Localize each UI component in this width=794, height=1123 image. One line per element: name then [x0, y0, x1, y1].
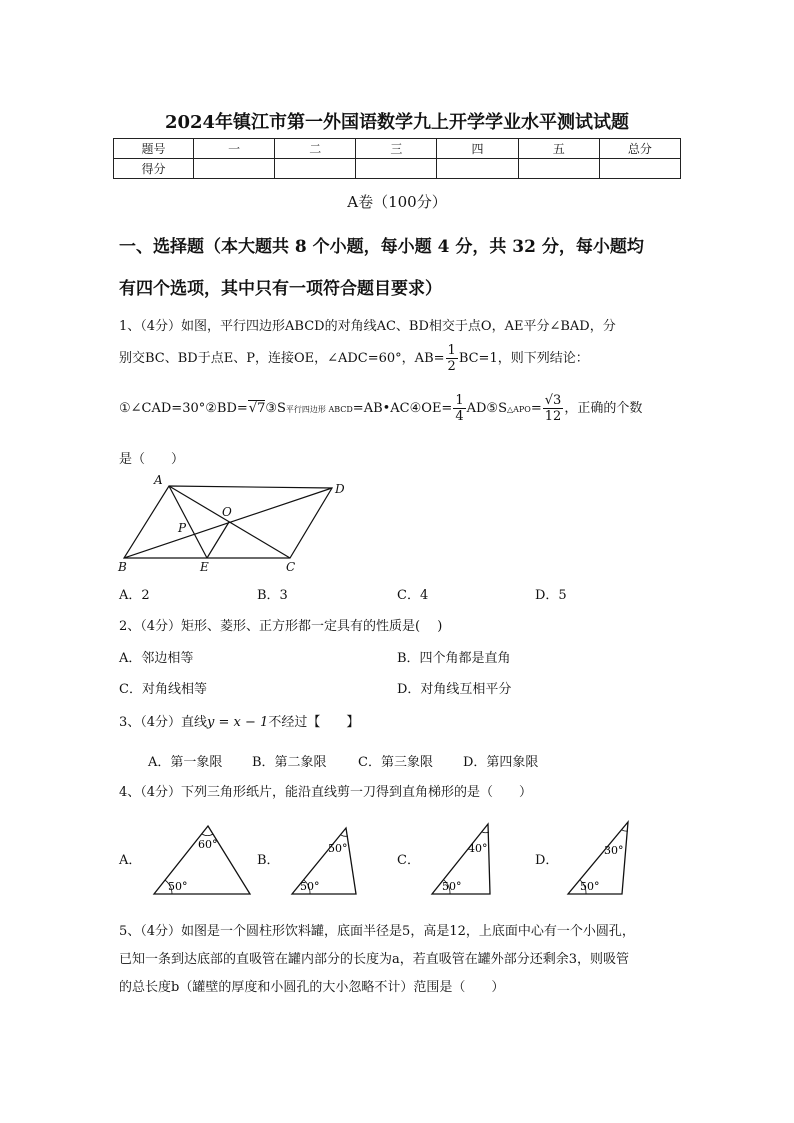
- q3-stem-text-a: 3、（4分）直线: [119, 715, 208, 730]
- volume-heading: A卷（100分）: [347, 193, 447, 211]
- bottom-angle-label: 50°: [442, 880, 462, 893]
- score-header-cell: 五: [518, 139, 599, 159]
- q1-stem-line2: [119, 343, 589, 374]
- label-o: O: [222, 505, 232, 519]
- q1-l3-subscript-parallelogram: 平行四边形 ABCD: [285, 405, 353, 414]
- label-p: P: [178, 521, 187, 535]
- score-header-cell: 总分: [599, 139, 680, 159]
- q1-option-c[interactable]: C．4: [397, 588, 429, 603]
- bottom-angle-label: 50°: [580, 880, 600, 893]
- q1-l3-subscript-triangle: △APO: [506, 405, 531, 414]
- q3-option-d[interactable]: D．第四象限: [463, 755, 539, 770]
- q1-stem-line1: 1、（4分）如图，平行四边形ABCD的对角线AC、BD相交于点O，AE平分∠BAD，分: [119, 319, 616, 334]
- score-header-cell: 一: [194, 139, 275, 159]
- score-cell[interactable]: [194, 159, 275, 179]
- angle-arc: [482, 832, 489, 833]
- section-heading-line2: 有四个选项，其中只有一项符合题目要求）: [119, 279, 442, 299]
- fraction-denominator: 2: [447, 359, 456, 374]
- score-cell[interactable]: [518, 159, 599, 179]
- label-e: E: [200, 560, 209, 574]
- q4-triangle-c[interactable]: [424, 816, 500, 898]
- score-table-header-row: [114, 139, 681, 159]
- q1-fraction-quarter: [453, 393, 465, 424]
- q3-stem: [119, 711, 359, 730]
- q3-option-b[interactable]: B．第二象限: [252, 755, 327, 770]
- score-cell[interactable]: [275, 159, 356, 179]
- q2-option-b[interactable]: B．四个角都是直角: [397, 651, 511, 666]
- label-b: B: [118, 560, 127, 574]
- q1-l3-text-a: ①∠CAD=30°②BD=: [119, 401, 248, 416]
- score-header-cell: 题号: [114, 139, 194, 159]
- q5-stem-line1: 5、（4分）如图是一个圆柱形饮料罐，底面半径是5，高是12，上底面中心有一个小圆孔，: [119, 924, 635, 939]
- score-cell[interactable]: [437, 159, 518, 179]
- q1-option-d[interactable]: D．5: [535, 588, 567, 603]
- q1-option-b[interactable]: B．3: [257, 588, 288, 603]
- q5-stem-line3: 的总长度b（罐壁的厚度和小圆孔的大小忽略不计）范围是（ ）: [119, 980, 505, 995]
- q1-option-a[interactable]: A．2: [119, 588, 150, 603]
- bottom-angle-label: 50°: [300, 880, 320, 893]
- q1-fraction-root3-over-12: [543, 393, 564, 424]
- score-table-score-row: [114, 159, 681, 179]
- q1-l3-text-f: ，正确的个数: [564, 401, 643, 416]
- q2-option-d[interactable]: D．对角线互相平分: [397, 682, 512, 697]
- label-c: C: [286, 560, 296, 574]
- sqrt-radicand: 7: [257, 401, 266, 416]
- segment-oe: [207, 522, 229, 558]
- q4-option-a-letter[interactable]: A．: [119, 853, 142, 868]
- q4-option-b-letter[interactable]: B．: [257, 853, 280, 868]
- fraction-denominator: 12: [544, 409, 562, 424]
- top-angle-label: 50°: [328, 842, 348, 855]
- q1-l3-text-e: =: [530, 401, 542, 416]
- q3-option-c[interactable]: C．第三象限: [358, 755, 433, 770]
- bottom-angle-label: 50°: [168, 880, 188, 893]
- score-header-cell: 四: [437, 139, 518, 159]
- exam-title: 2024年镇江市第一外国语数学九上开学学业水平测试试题: [164, 112, 630, 133]
- q1-conclusions-line: [119, 393, 642, 424]
- top-angle-label: 30°: [604, 844, 624, 857]
- q1-stem-line4: 是（ ）: [119, 452, 185, 467]
- q2-stem: 2、（4分）矩形、菱形、正方形都一定具有的性质是( ): [119, 619, 443, 634]
- q3-stem-text-b: 不经过【 】: [268, 715, 360, 730]
- top-angle-label: 60°: [198, 838, 218, 851]
- q3-line-equation: y = x − 1: [207, 715, 269, 730]
- q4-triangle-a[interactable]: [146, 820, 256, 898]
- score-cell[interactable]: [356, 159, 437, 179]
- score-header-cell: 二: [275, 139, 356, 159]
- score-header-cell: 三: [356, 139, 437, 159]
- q1-l3-text-c: =AB•AC④OE=: [352, 401, 453, 416]
- q5-stem-line2: 已知一条到达底部的直吸管在罐内部分的长度为a，若直吸管在罐外部分还剩余3，则吸管: [119, 952, 630, 967]
- q1-line2-text-a: 别交BC、BD于点E、P，连接OE，∠ADC=60°，AB=: [119, 351, 445, 366]
- q1-sqrt-expr: √7: [248, 401, 266, 416]
- angle-arc: [202, 834, 213, 836]
- top-angle-label: 40°: [468, 842, 488, 855]
- q4-option-d-letter[interactable]: D．: [535, 853, 559, 868]
- fraction-denominator: 4: [455, 409, 464, 424]
- q4-stem: 4、（4分）下列三角形纸片，能沿直线剪一刀得到直角梯形的是（ ）: [119, 785, 533, 800]
- q4-triangle-d[interactable]: [562, 818, 634, 898]
- q4-triangle-b[interactable]: [284, 822, 364, 898]
- q1-l3-text-b: ③S: [265, 401, 286, 416]
- section-heading-line1: 一、选择题（本大题共 8 个小题，每小题 4 分，共 32 分，每小题均: [119, 237, 644, 257]
- score-cell[interactable]: [599, 159, 680, 179]
- label-a: A: [154, 473, 163, 487]
- fraction-numerator: √3: [544, 393, 562, 408]
- score-table: [113, 138, 681, 179]
- label-d: D: [335, 482, 345, 496]
- q1-fraction-half: [446, 343, 458, 374]
- q1-l3-text-d: AD⑤S: [466, 401, 507, 416]
- q1-parallelogram-figure: [114, 472, 354, 576]
- q1-line2-text-b: BC=1，则下列结论：: [458, 351, 589, 366]
- score-row-label: 得分: [114, 159, 194, 179]
- q3-option-a[interactable]: A．第一象限: [148, 755, 223, 770]
- q2-option-a[interactable]: A．邻边相等: [119, 651, 194, 666]
- q2-option-c[interactable]: C．对角线相等: [119, 682, 207, 697]
- fraction-numerator: 1: [455, 393, 464, 408]
- q4-option-c-letter[interactable]: C．: [397, 853, 420, 868]
- fraction-numerator: 1: [447, 343, 456, 358]
